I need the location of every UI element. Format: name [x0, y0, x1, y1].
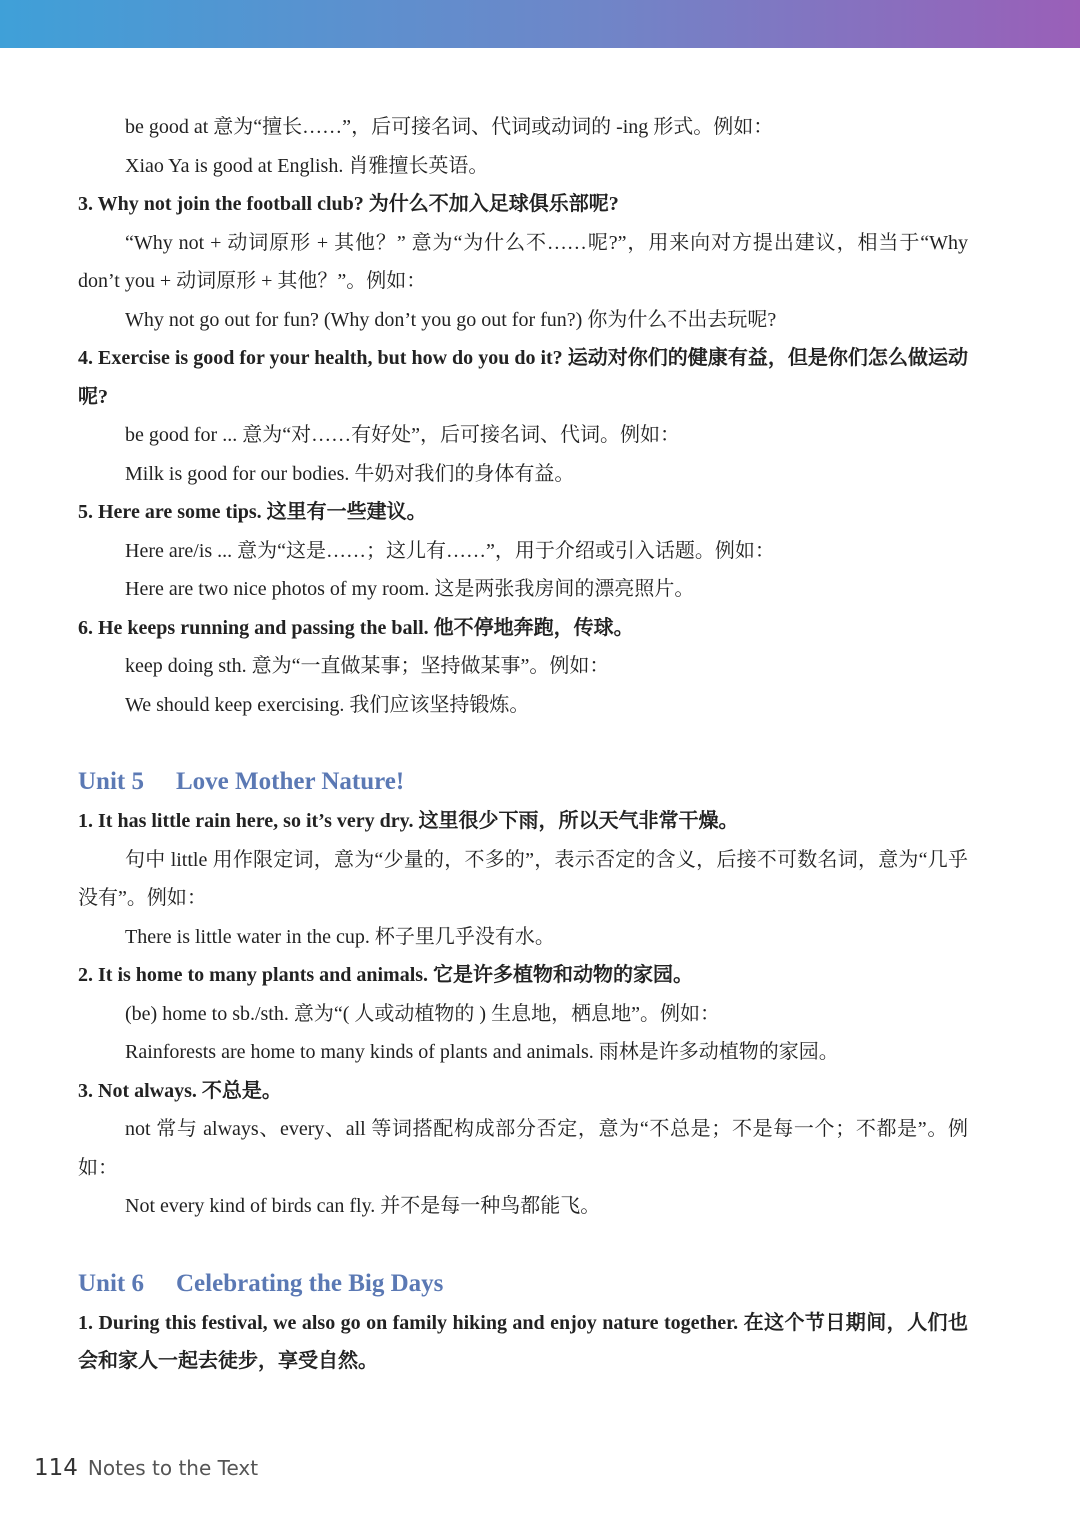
- page-body: [78, 108, 968, 1381]
- note-example: Why not go out for fun? (Why don’t you go out for fun?) 你为什么不出去玩呢?: [125, 308, 777, 331]
- header-color-band: [0, 0, 1080, 48]
- note-example: Here are two nice photos of my room. 这是两张我房间的漂亮照片。: [125, 578, 695, 600]
- unit-title: Celebrating the Big Days: [176, 1269, 444, 1297]
- unit-title: Love Mother Nature!: [176, 768, 405, 795]
- note-explanation: 句中 little 用作限定词，意为“少量的，不多的”，表示否定的含义，后接不可数名词，意为“几乎没有”。例如：: [78, 848, 968, 909]
- unit-heading: [78, 1264, 968, 1304]
- note-explanation: keep doing sth. 意为“一直做某事；坚持做某事”。例如：: [125, 655, 610, 677]
- unit-heading: [78, 762, 968, 802]
- note-explanation: be good for ... 意为“对……有好处”，后可接名词、代词。例如：: [125, 424, 680, 446]
- note-heading: 5. Here are some tips. 这里有一些建议。: [78, 501, 427, 523]
- note-explanation: be good at 意为“擅长……”，后可接名词、代词或动词的 -ing 形式。例如：: [125, 116, 774, 138]
- unit-number: Unit 5: [78, 768, 144, 795]
- note-heading: 1. During this festival, we also go on family hiking and enjoy nature together. 在这个节日期间，人们也会和家人一起去徒步，享受自然。: [78, 1311, 968, 1372]
- note-heading: 3. Not always. 不总是。: [78, 1079, 282, 1102]
- footer-title: Notes to the Text: [87, 1456, 259, 1480]
- note-explanation: “Why not + 动词原形 + 其他？” 意为“为什么不……呢?”，用来向对方提出建议，相当于“Why don’t you + 动词原形 + 其他？”。例如：: [78, 231, 968, 292]
- page-footer: [34, 1455, 258, 1481]
- unit-number: Unit 6: [78, 1269, 144, 1297]
- note-example: Rainforests are home to many kinds of plants and animals. 雨林是许多动植物的家园。: [125, 1041, 839, 1063]
- note-explanation: (be) home to sb./sth. 意为“( 人或动植物的 ) 生息地，栖息地”。例如：: [125, 1002, 720, 1025]
- note-heading: 1. It has little rain here, so it’s very dry. 这里很少下雨，所以天气非常干燥。: [78, 810, 739, 832]
- note-heading: 2. It is home to many plants and animals. 它是许多植物和动物的家园。: [78, 964, 694, 986]
- note-example: Xiao Ya is good at English. 肖雅擅长英语。: [125, 154, 489, 177]
- note-explanation: not 常与 always、every、all 等词搭配构成部分否定，意为“不总是；不是每一个；不都是”。例如：: [78, 1118, 968, 1179]
- note-example: Milk is good for our bodies. 牛奶对我们的身体有益。: [125, 462, 575, 485]
- note-heading: 4. Exercise is good for your health, but how do you do it? 运动对你们的健康有益，但是你们怎么做运动呢?: [78, 347, 968, 408]
- note-explanation: Here are/is ... 意为“这是……；这儿有……”，用于介绍或引入话题。例如：: [125, 539, 775, 562]
- note-example: Not every kind of birds can fly. 并不是每一种鸟都能飞。: [125, 1195, 601, 1217]
- note-example: We should keep exercising. 我们应该坚持锻炼。: [125, 693, 530, 716]
- page-number: 114: [34, 1455, 78, 1481]
- note-heading: 3. Why not join the football club? 为什么不加入足球俱乐部呢?: [78, 193, 619, 215]
- note-heading: 6. He keeps running and passing the ball. 他不停地奔跑，传球。: [78, 616, 634, 639]
- note-example: There is little water in the cup. 杯子里几乎没有水。: [125, 925, 555, 948]
